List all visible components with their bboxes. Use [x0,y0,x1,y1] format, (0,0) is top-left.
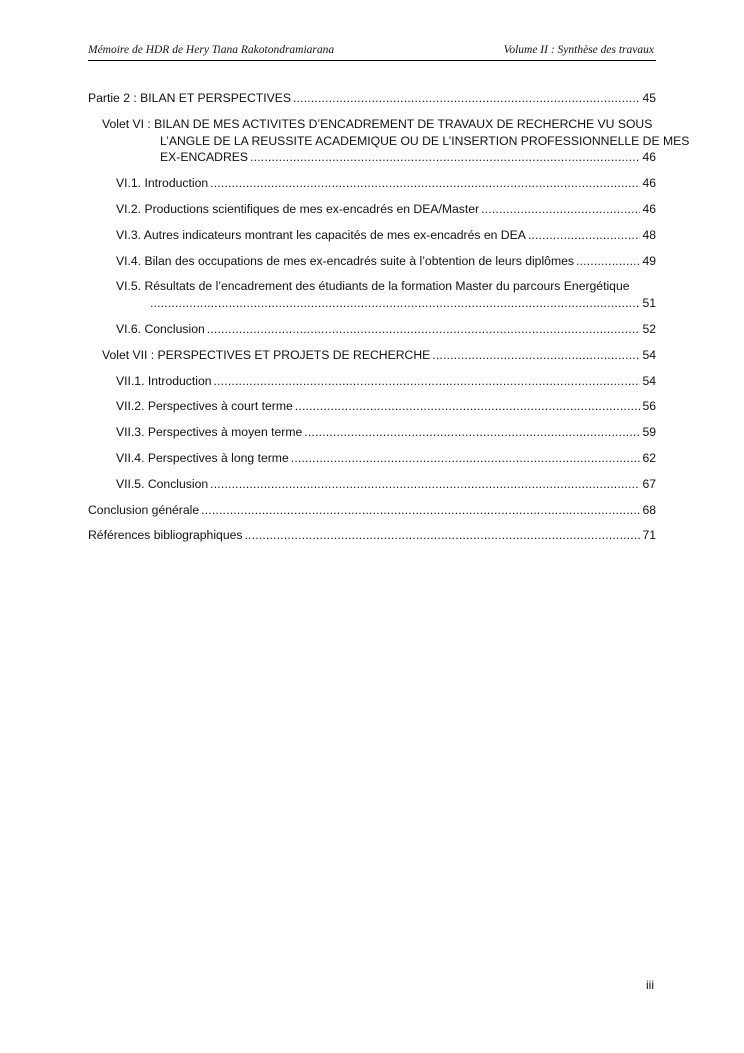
toc-page: 67 [642,476,656,491]
toc-entry-vii-3[interactable] [88,424,656,441]
dot-leader [293,90,640,107]
dot-leader [250,149,640,166]
toc-page: 51 [642,296,656,311]
toc-title-line-2: L’ANGLE DE LA REUSSITE ACADEMIQUE OU DE L’INSERTION PROFESSIONNELLE DE MES [160,133,690,148]
dot-leader [244,527,640,544]
dot-leader [207,321,641,338]
page-number: iii [646,978,654,992]
toc-page: 71 [642,528,656,543]
toc-title: VI.6. Conclusion [116,321,205,336]
toc-entry-vi-4[interactable] [88,253,656,270]
toc-entry-vi-3[interactable] [88,227,656,244]
toc-title: Partie 2 : BILAN ET PERSPECTIVES [88,91,291,105]
table-of-contents [88,90,690,553]
toc-title: VI.1. Introduction [116,176,209,191]
toc-entry-vii-4[interactable] [88,450,656,467]
dot-leader [291,450,641,467]
toc-title: VII.2. Perspectives à court terme [116,399,293,414]
dot-leader [210,476,640,493]
toc-title: VII.5. Conclusion [116,476,209,491]
toc-title: VII.3. Perspectives à moyen terme [116,425,303,440]
page-header [88,42,656,61]
dot-leader [576,253,640,270]
dot-leader [481,201,640,218]
toc-title: Conclusion générale [88,502,200,517]
toc-page: 59 [642,425,656,440]
toc-page: 48 [642,227,656,242]
toc-title: VI.2. Productions scientifiques de mes ex-encadrés en DEA/Master [116,201,480,216]
dot-leader [528,227,641,244]
toc-title-line-1: Volet VI : BILAN DE MES ACTIVITES D’ENCADREMENT DE TRAVAUX DE RECHERCHE VU SOUS [102,116,653,131]
toc-title: VII.4. Perspectives à long terme [116,450,289,465]
toc-entry-references[interactable] [88,527,656,544]
toc-title: Références bibliographiques [88,528,243,543]
toc-entry-vi-2[interactable] [88,201,656,218]
toc-entry-vii-1[interactable] [88,373,656,390]
toc-entry-vii-5[interactable] [88,476,656,493]
toc-page: 49 [642,253,656,268]
header-author: Mémoire de HDR de Hery Tiana Rakotondramiarana [88,44,335,56]
toc-entry-vi-6[interactable] [88,321,656,338]
toc-page: 54 [642,373,656,388]
toc-title-line-1: VI.5. Résultats de l’encadrement des étudiants de la formation Master du parcours Energétique [116,279,630,294]
dot-leader [214,373,641,390]
toc-entry-conclusion-generale[interactable] [88,502,656,519]
toc-page: 45 [642,91,656,105]
toc-page: 46 [642,176,656,191]
dot-leader [432,347,640,364]
toc-entry-vi-5[interactable] [88,278,656,312]
dot-leader [304,424,640,441]
toc-page: 46 [642,150,656,165]
toc-entry-vi-1[interactable] [88,175,656,192]
toc-entry-partie-2[interactable] [88,90,656,107]
dot-leader [210,175,640,192]
toc-page: 56 [642,399,656,414]
toc-entry-volet-vi[interactable] [88,116,690,166]
toc-title: VI.3. Autres indicateurs montrant les capacités de mes ex-encadrés en DEA [116,227,526,242]
toc-title: Volet VII : PERSPECTIVES ET PROJETS DE RECHERCHE [102,347,431,362]
toc-page: 52 [642,321,656,336]
dot-leader [295,398,641,415]
toc-entry-volet-vii[interactable] [88,347,656,364]
dot-leader [150,295,640,312]
toc-page: 54 [642,347,656,362]
dot-leader [201,502,640,519]
toc-title: VI.4. Bilan des occupations de mes ex-encadrés suite à l’obtention de leurs diplômes [116,253,574,268]
toc-title-line-3: EX-ENCADRES [160,150,249,165]
toc-page: 68 [642,502,656,517]
header-volume: Volume II : Synthèse des travaux [503,44,654,56]
toc-page: 62 [642,450,656,465]
toc-page: 46 [642,201,656,216]
toc-title: VII.1. Introduction [116,373,212,388]
toc-entry-vii-2[interactable] [88,398,656,415]
